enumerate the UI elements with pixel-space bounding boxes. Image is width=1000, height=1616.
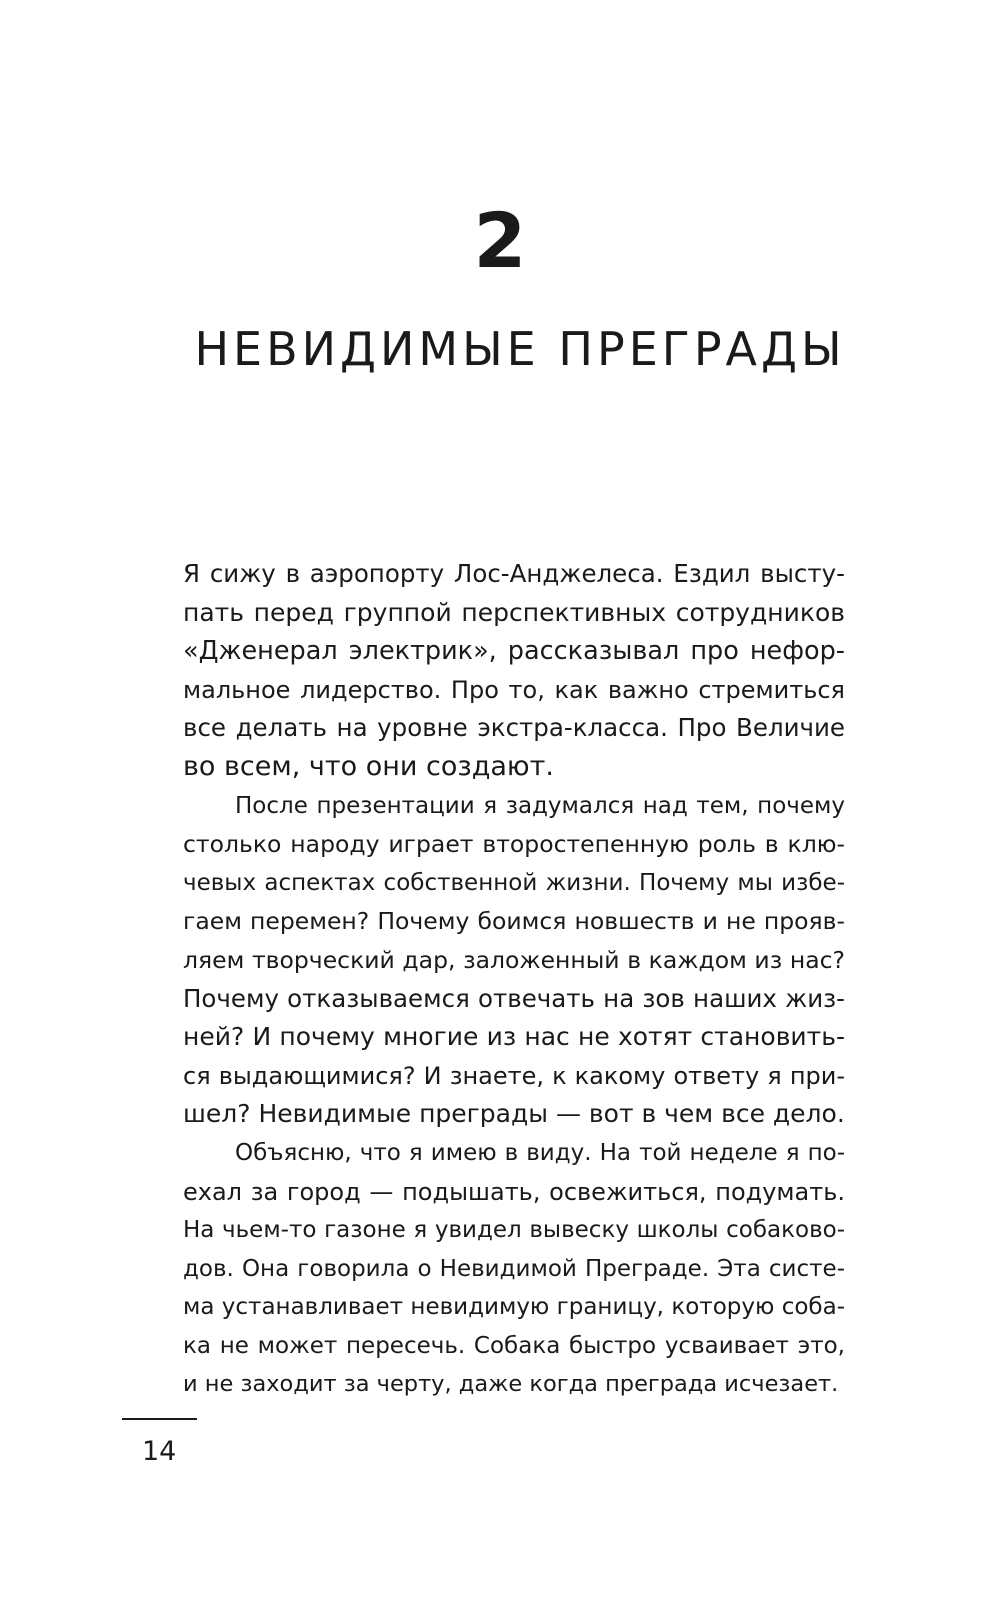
text-line: мальное лидерство. Про то, как важно стремиться: [183, 675, 845, 704]
text-line: все делать на уровне экстра-класса. Про Величие: [183, 713, 845, 743]
body-text: [183, 555, 845, 1404]
chapter-title: НЕВИДИМЫЕ ПРЕГРАДЫ: [194, 322, 846, 376]
text-line: Объясню, что я имею в виду. На той неделе я по-: [235, 1139, 845, 1166]
text-line: чевых аспектах собственной жизни. Почему мы избе-: [183, 869, 845, 896]
chapter-number: 2: [473, 196, 527, 285]
text-line: и не заходит за черту, даже когда преграда исчезает.: [183, 1371, 839, 1398]
text-line: во всем, что они создают.: [183, 750, 554, 782]
text-line: На чьем-то газоне я увидел вывеску школы собаково-: [183, 1217, 845, 1244]
footer-divider: [122, 1418, 197, 1420]
text-line: ся выдающимися? И знаете, к какому ответу я при-: [183, 1061, 845, 1090]
text-line: ляем творческий дар, заложенный в каждом из нас?: [183, 945, 845, 974]
text-line: дов. Она говорила о Невидимой Преграде. Эта систе-: [183, 1255, 845, 1282]
text-line: После презентации я задумался над тем, почему: [235, 792, 845, 819]
text-line: гаем перемен? Почему боимся новшеств и не прояв-: [183, 907, 845, 936]
text-line: Почему отказываемся отвечать на зов наших жиз-: [183, 983, 845, 1013]
text-line: шел? Невидимые преграды — вот в чем все дело.: [183, 1099, 845, 1129]
text-line: ехал за город — подышать, освежиться, подумать.: [183, 1177, 845, 1206]
paragraph-2: [183, 787, 845, 1134]
page-number: 14: [142, 1436, 177, 1467]
text-line: пать перед группой перспективных сотрудников: [183, 597, 845, 627]
paragraph-3: [183, 1134, 845, 1404]
paragraph-1: [183, 555, 845, 787]
text-line: «Дженерал электрик», рассказывал про нефор-: [183, 636, 845, 667]
text-line: ма устанавливает невидимую границу, которую соба-: [183, 1294, 845, 1321]
text-line: ка не может пересечь. Собака быстро усваивает это,: [183, 1332, 845, 1359]
text-line: столько народу играет второстепенную роль в клю-: [183, 830, 845, 859]
text-line: Я сижу в аэропорту Лос-Анджелеса. Ездил высту-: [183, 559, 845, 588]
text-line: ней? И почему многие из нас не хотят становить-: [183, 1022, 845, 1052]
